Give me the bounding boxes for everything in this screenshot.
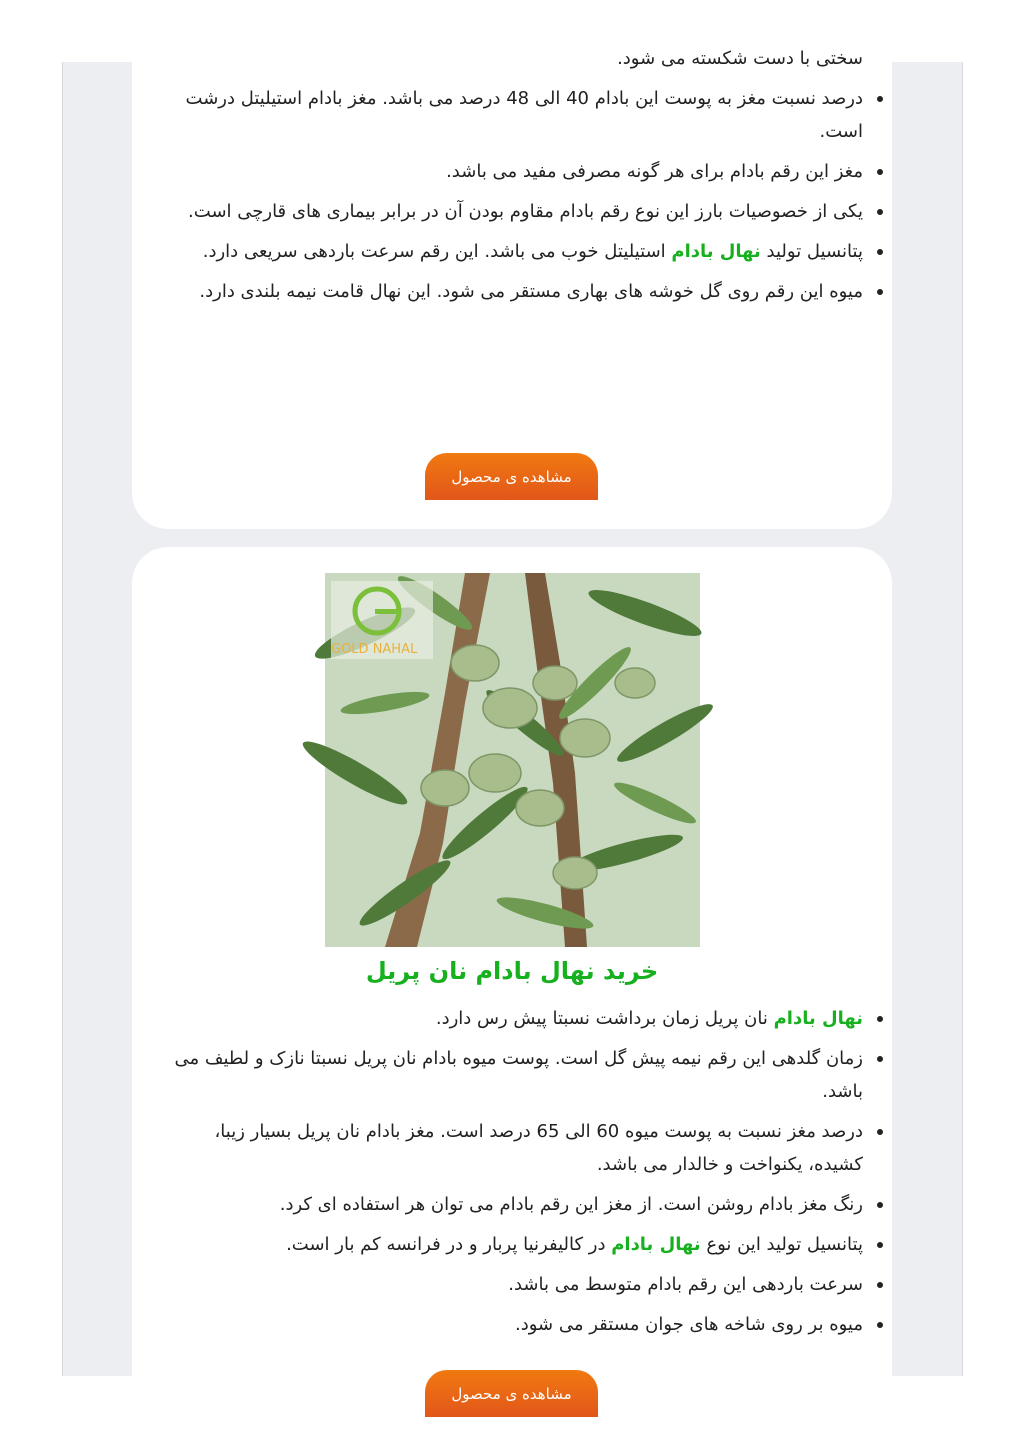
product-card-nonpareil	[132, 547, 892, 1447]
list-item: یکی از خصوصیات بارز این نوع رقم بادام مقاوم بودن آن در برابر بیماری های قارچی است.	[158, 195, 863, 228]
keyword-link[interactable]: نهال بادام	[611, 1234, 701, 1255]
list-item: میوه بر روی شاخه های جوان مستقر می شود.	[158, 1308, 863, 1341]
list-item: نهال بادام نان پریل زمان برداشت نسبتا پیش رس دارد.	[158, 1002, 863, 1035]
logo-text: GOLD NAHAL	[331, 642, 418, 657]
list-item: درصد نسبت مغز به پوست این بادام 40 الی 48 درصد می باشد. مغز بادام استیلیتل درشت است.	[158, 82, 863, 148]
list-item: سرعت باردهی این رقم بادام متوسط می باشد.	[158, 1268, 863, 1301]
list-item: درصد مغز نسبت به پوست میوه 60 الی 65 درصد است. مغز بادام نان پریل بسیار زیبا، کشیده، یکنواخت و خالدار می باشد.	[158, 1115, 863, 1181]
list-item: سختی با دست شکسته می شود.	[617, 48, 863, 69]
list-item: پتانسیل تولید این نوع نهال بادام در کالیفرنیا پربار و در فرانسه کم بار است.	[158, 1228, 863, 1261]
product-title[interactable]: خرید نهال بادام نان پریل	[365, 957, 659, 985]
keyword-link[interactable]: نهال بادام	[671, 241, 761, 262]
feature-list	[158, 1002, 863, 1348]
list-item: میوه این رقم روی گل خوشه های بهاری مستقر می شود. این نهال قامت نیمه بلندی دارد.	[158, 275, 863, 308]
list-item: زمان گلدهی این رقم نیمه پیش گل است. پوست میوه بادام نان پریل نسبتا نازک و لطیف می باشد.	[158, 1042, 863, 1108]
view-product-button[interactable]: مشاهده ی محصول	[425, 1370, 598, 1417]
almond-tree-photo	[325, 573, 700, 947]
keyword-link[interactable]: نهال بادام	[773, 1008, 863, 1029]
product-image[interactable]	[325, 573, 700, 947]
content-frame	[62, 48, 963, 1403]
product-card-stilitel	[132, 0, 892, 529]
feature-list	[158, 42, 863, 315]
view-product-button[interactable]: مشاهده ی محصول	[425, 453, 598, 500]
list-item: پتانسیل تولید نهال بادام استیلیتل خوب می باشد. این رقم سرعت باردهی سریعی دارد.	[158, 235, 863, 268]
list-item: رنگ مغز بادام روشن است. از مغز این رقم بادام می توان هر استفاده ای کرد.	[158, 1188, 863, 1221]
list-item: مغز این رقم بادام برای هر گونه مصرفی مفید می باشد.	[158, 155, 863, 188]
